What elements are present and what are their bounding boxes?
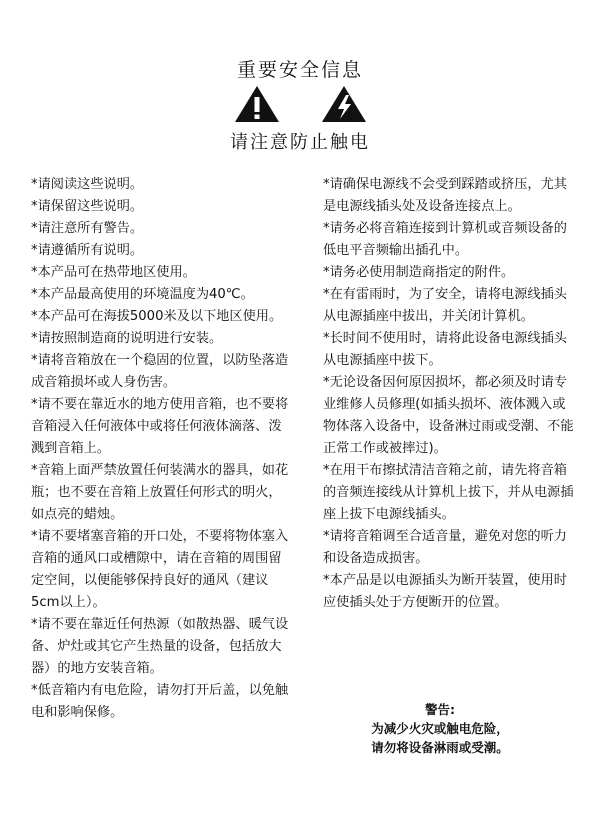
instruction-item: *请不要在靠近水的地方使用音箱，也不要将音箱浸入任何液体中或将任何液体滴落、泼溅到音箱上。 <box>31 397 289 456</box>
instruction-item: *请将音箱放在一个稳固的位置，以防坠落造成音箱损坏或人身伤害。 <box>31 353 289 390</box>
instruction-item: *请务必使用制造商指定的附件。 <box>323 265 515 280</box>
warning-notice <box>310 700 570 757</box>
instruction-item: *请不要堵塞音箱的开口处，不要将物体塞入音箱的通风口或槽隙中，请在音箱的周围留定空间，以便能够保持良好的通风（建议5cm以上）。 <box>31 529 289 610</box>
instruction-item: *请确保电源线不会受到踩踏或挤压，尤其是电源线插头处及设备连接点上。 <box>323 177 567 214</box>
instruction-item: *请阅读这些说明。 <box>31 177 144 192</box>
instruction-item: *本产品可在热带地区使用。 <box>31 265 196 280</box>
page-subtitle: 请注意防止触电 <box>230 132 370 153</box>
instruction-item: *无论设备因何原因损坏，都必须及时请专业维修人员修理(如插头损坏、液体溅入或物体落入设备中，设备淋过雨或受潮、不能正常工作或被摔过)。 <box>323 375 574 456</box>
instruction-item: *在有雷雨时，为了安全，请将电源线插头从电源插座中拔出，并关闭计算机。 <box>323 287 567 324</box>
instruction-item: *请不要在靠近任何热源（如散热器、暖气设备、炉灶或其它产生热量的设备，包括放大器）的地方安装音箱。 <box>31 617 289 676</box>
instruction-item: *请保留这些说明。 <box>31 199 144 214</box>
right-instructions <box>323 174 575 614</box>
instruction-item: *音箱上面严禁放置任何装满水的器具，如花瓶；也不要在音箱上放置任何形式的明火，如点亮的蜡烛。 <box>31 463 289 522</box>
instruction-item: *请将音箱调至合适音量，避免对您的听力和设备造成损害。 <box>323 529 567 566</box>
instruction-item: *请务必将音箱连接到计算机或音频设备的低电平音频输出插孔中。 <box>323 221 567 258</box>
instruction-item: *请遵循所有说明。 <box>31 243 144 258</box>
instruction-item: *在用干布擦拭清洁音箱之前，请先将音箱的音频连接线从计算机上拔下，并从电源插座上拔下电源线插头。 <box>323 463 574 522</box>
instruction-item: *本产品可在海拔5000米及以下地区使用。 <box>31 309 283 324</box>
instruction-item: *长时间不使用时，请将此设备电源线插头从电源插座中拔下。 <box>323 331 567 368</box>
warning-line: 请勿将设备淋雨或受潮。 <box>371 740 509 755</box>
instruction-item: *本产品最高使用的环境温度为40℃。 <box>31 287 254 302</box>
instruction-item: *请按照制造商的说明进行安装。 <box>31 331 223 346</box>
warning-heading: 警告: <box>425 702 455 717</box>
instruction-item: *本产品是以电源插头为断开装置，使用时应使插头处于方便断开的位置。 <box>323 573 567 610</box>
instruction-item: *低音箱内有电危险，请勿打开后盖，以免触电和影响保修。 <box>31 683 289 720</box>
page-title: 重要安全信息 <box>236 59 363 81</box>
instruction-item: *请注意所有警告。 <box>31 221 144 236</box>
left-instructions <box>31 174 293 724</box>
warning-line: 为减少火灾或触电危险， <box>371 721 509 736</box>
exclamation-triangle-icon <box>234 85 280 123</box>
safety-icons <box>0 85 600 125</box>
lightning-triangle-icon <box>321 85 367 123</box>
